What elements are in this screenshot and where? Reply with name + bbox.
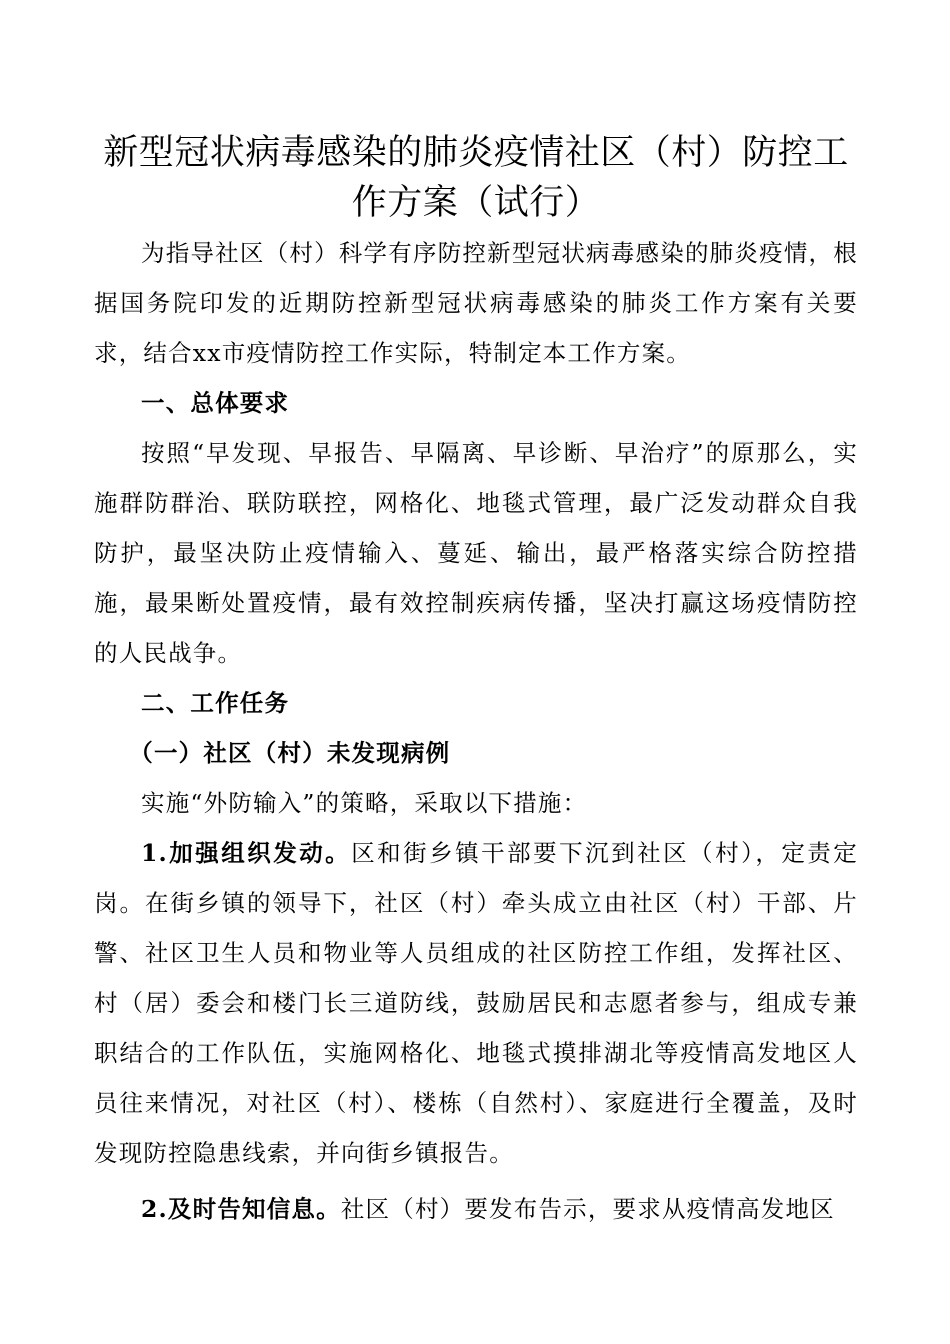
strategy-paragraph: 实施“外防输入”的策略，采取以下措施： xyxy=(141,789,588,817)
task-item-1 xyxy=(94,828,858,1178)
section-heading-work-tasks: 二、工作任务 xyxy=(141,689,290,717)
task-item-2 xyxy=(94,1184,858,1234)
document-page xyxy=(94,128,858,1234)
subsection-heading-no-cases: （一）社区（村）未发现病例 xyxy=(129,739,451,767)
task-item-1-lead: 1.加强组织发动。 xyxy=(141,839,352,867)
task-item-2-text: 社区（村）要发布告示，要求从疫情高发地区 xyxy=(340,1195,835,1223)
document-title: 新型冠状病毒感染的肺炎疫情社区（村）防控工作方案（试行） xyxy=(103,133,849,223)
task-item-1-text: 区和街乡镇干部要下沉到社区（村），定责定岗。在街乡镇的领导下，社区（村）牵头成立由社区（村）干部、片警、社区卫生人员和物业等人员组成的社区防控工作组，发挥社区、村（居）委会和楼门长三道防线，鼓励居民和志愿者参与，组成专兼职结合的工作队伍，实施网格化、地毯式摸排湖北等疫情高发地区人员往来情况，对社区（村）、楼栋（自然村）、家庭进行全覆盖，及时发现防控隐患线索，并向街乡镇报告。 xyxy=(94,839,859,1167)
task-item-2-lead: 2.及时告知信息。 xyxy=(141,1195,341,1223)
section-heading-overall-requirements: 一、总体要求 xyxy=(141,389,290,417)
section-paragraph-overall-requirements: 按照“早发现、早报告、早隔离、早诊断、早治疗”的原那么，实施群防群治、联防联控，网格化、地毯式管理，最广泛发动群众自我防护，最坚决防止疫情输入、蔓延、输出，最严格落实综合防控措施，最果断处置疫情，最有效控制疾病传播，坚决打赢这场疫情防控的人民战争。 xyxy=(94,439,858,667)
intro-paragraph: 为指导社区（村）科学有序防控新型冠状病毒感染的肺炎疫情，根据国务院印发的近期防控新型冠状病毒感染的肺炎工作方案有关要求，结合xx市疫情防控工作实际，特制定本工作方案。 xyxy=(94,239,858,367)
